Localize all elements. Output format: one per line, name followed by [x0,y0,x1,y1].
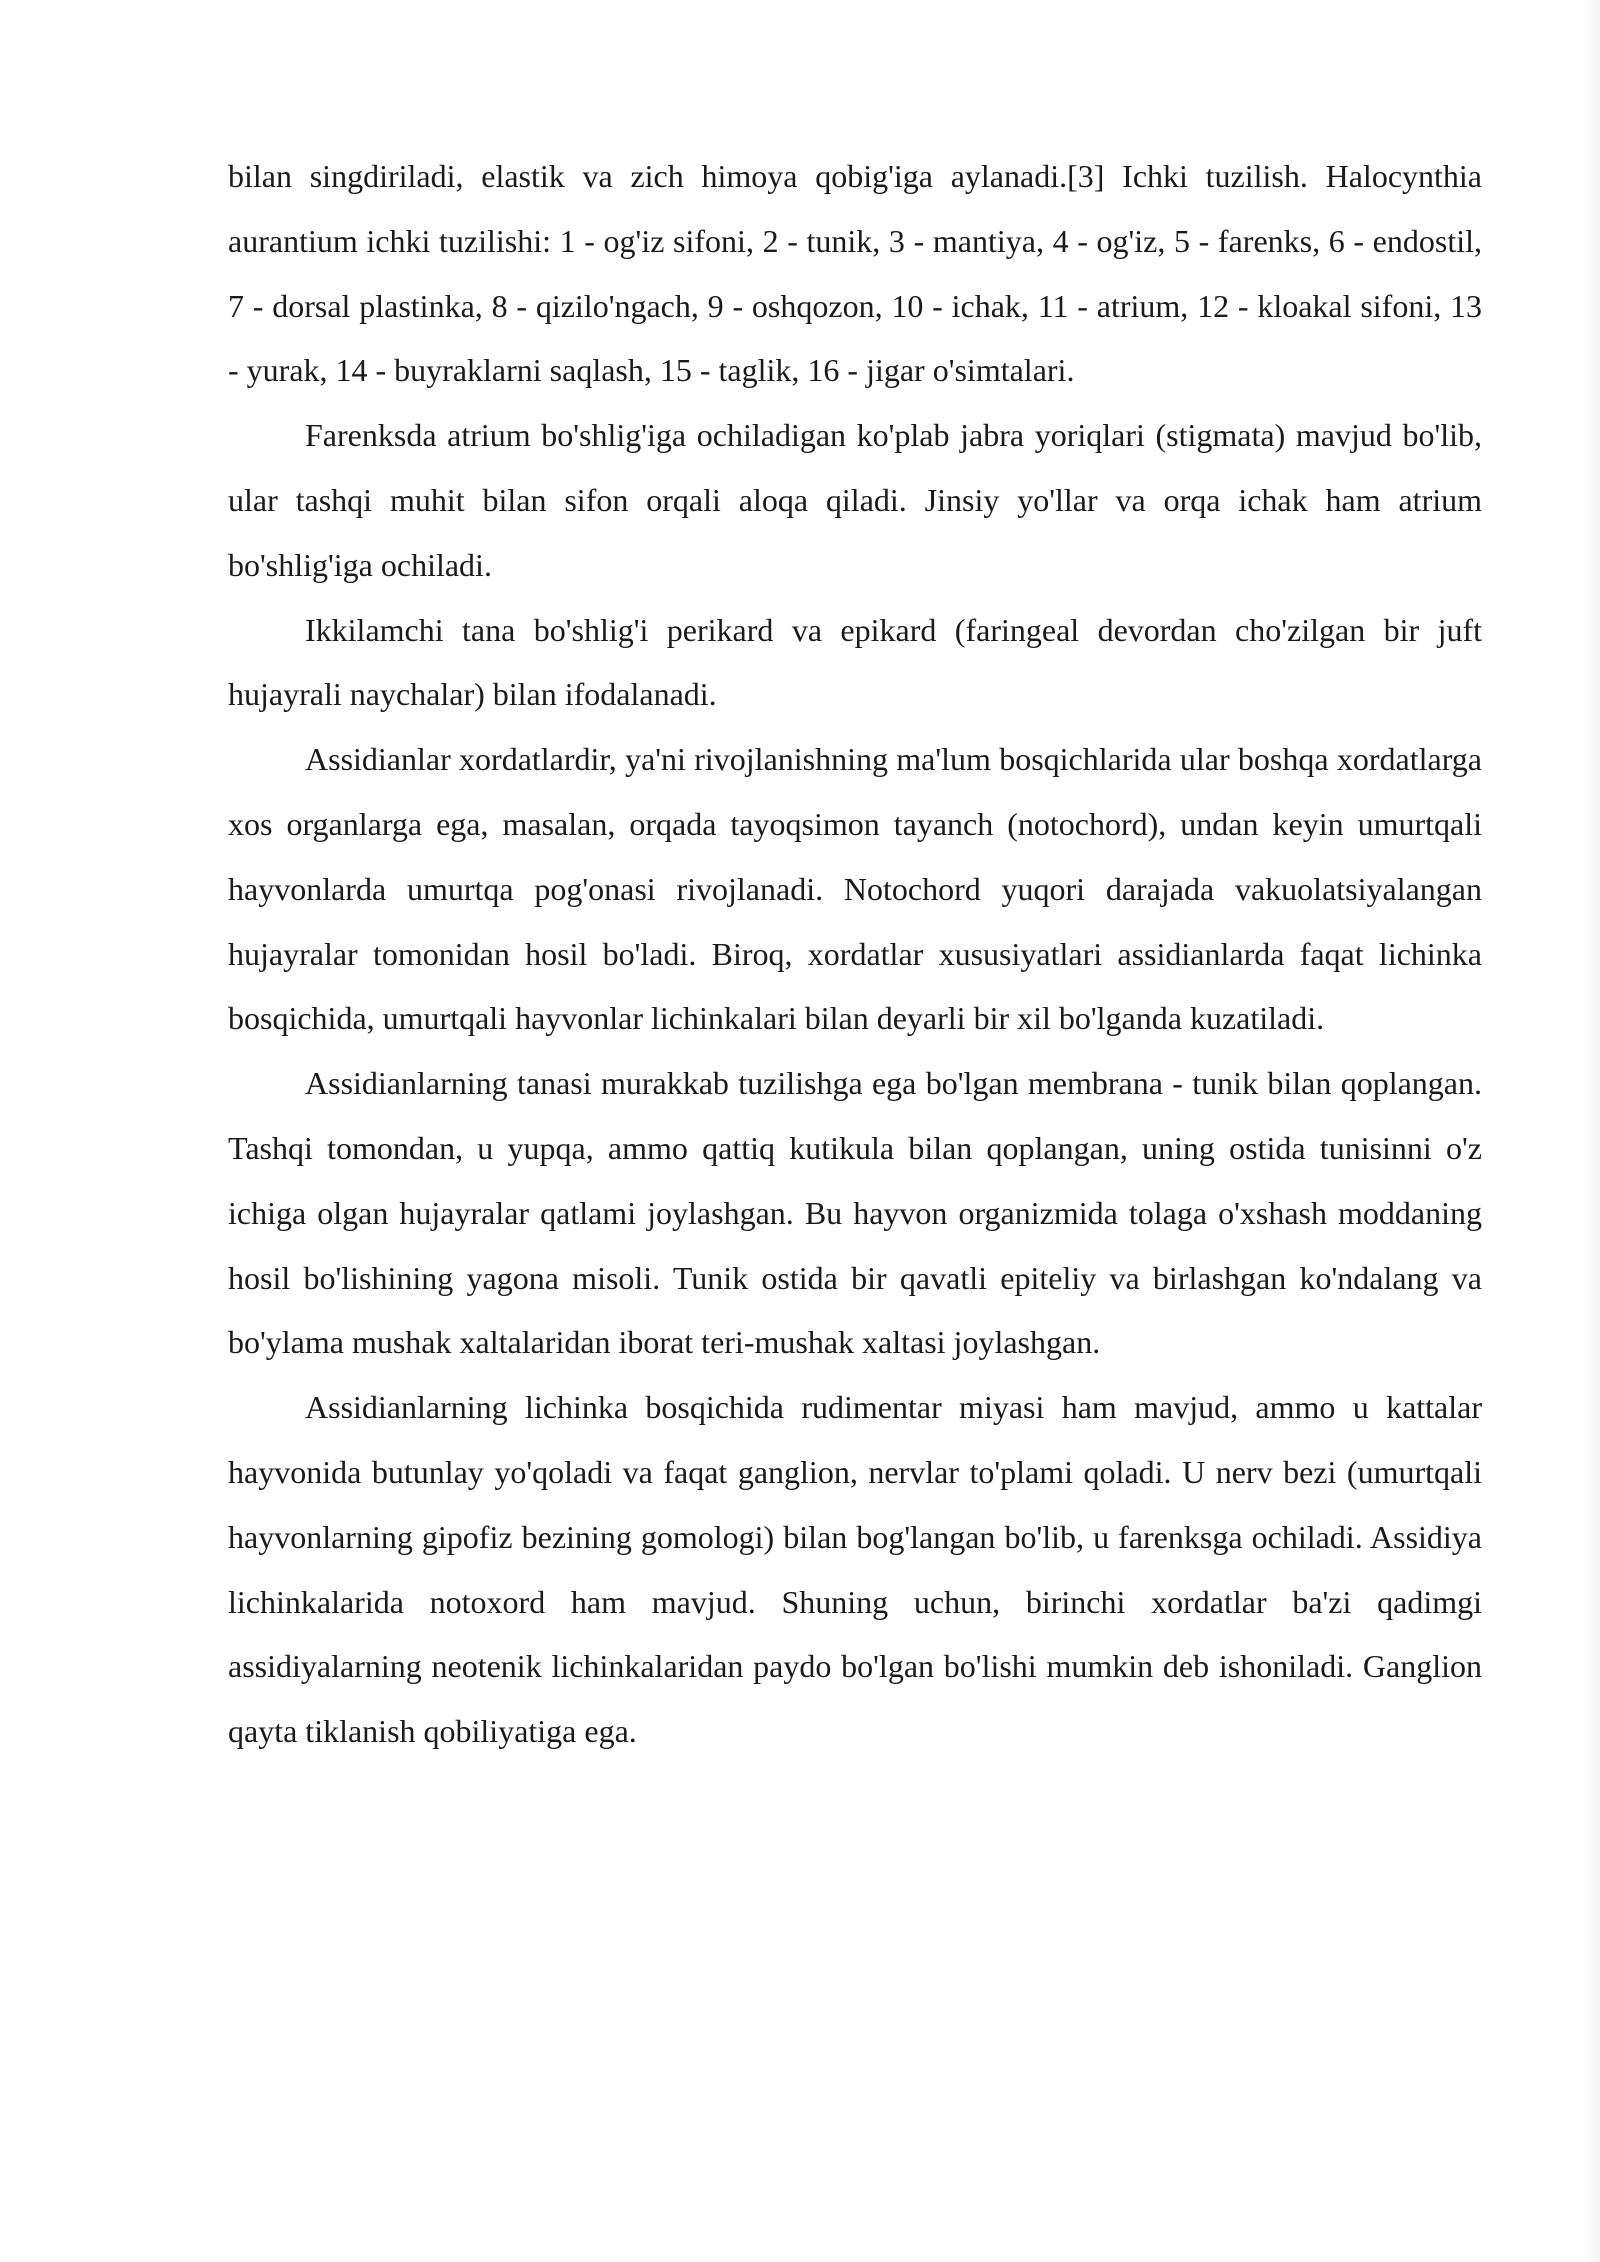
paragraph-5: Assidianlarning tanasi murakkab tuzilishga ega bo'lgan membrana - tunik bilan qoplangan. Tashqi tomondan, u yupqa, ammo qattiq kutikula bilan qoplangan, uning ostida tunisinni o'z ichiga olgan hujayralar qatlami joylashgan. Bu hayvon organizmida tolaga o'xshash moddaning hosil bo'lishining yagona misoli. Tunik ostida bir qavatli epiteliy va birlashgan ko'ndalang va bo'ylama mushak xaltalaridan iborat teri-mushak xaltasi joylashgan. [228,1065,1482,1361]
paragraph-4: Assidianlar xordatlardir, ya'ni rivojlanishning ma'lum bosqichlarida ular boshqa xordatlarga xos organlarga ega, masalan, orqada tayoqsimon tayanch (notochord), undan keyin umurtqali hayvonlarda umurtqa pog'onasi rivojlanadi. Notochord yuqori darajada vakuolatsiyalangan hujayralar tomonidan hosil bo'ladi. Biroq, xordatlar xususiyatlari assidianlarda faqat lichinka bosqichida, umurtqali hayvonlar lichinkalari bilan deyarli bir xil bo'lganda kuzatiladi. [228,741,1482,1037]
body-text [228,144,1482,1764]
paragraph-2: Farenksda atrium bo'shlig'iga ochiladigan ko'plab jabra yoriqlari (stigmata) mavjud bo'lib, ular tashqi muhit bilan sifon orqali aloqa qiladi. Jinsiy yo'llar va orqa ichak ham atrium bo'shlig'iga ochiladi. [228,417,1482,583]
paragraph-1: bilan singdiriladi, elastik va zich himoya qobig'iga aylanadi.[3] Ichki tuzilish. Halocynthia aurantium ichki tuzilishi: 1 - og'iz sifoni, 2 - tunik, 3 - mantiya, 4 - og'iz, 5 - farenks, 6 - endostil, 7 - dorsal plastinka, 8 - qizilo'ngach, 9 - oshqozon, 10 - ichak, 11 - atrium, 12 - kloakal sifoni, 13 - yurak, 14 - buyraklarni saqlash, 15 - taglik, 16 - jigar o'simtalari. [228,158,1482,389]
page-edge-shadow [1582,0,1600,2262]
paragraph-3: Ikkilamchi tana bo'shlig'i perikard va epikard (faringeal devordan cho'zilgan bir juft hujayrali naychalar) bilan ifodalanadi. [228,611,1482,713]
paragraph-6: Assidianlarning lichinka bosqichida rudimentar miyasi ham mavjud, ammo u kattalar hayvonida butunlay yo'qoladi va faqat ganglion, nervlar to'plami qoladi. U nerv bezi (umurtqali hayvonlarning gipofiz bezining gomologi) bilan bog'langan bo'lib, u farenksga ochiladi. Assidiya lichinkalarida notoxord ham mavjud. Shuning uchun, birinchi xordatlar ba'zi qadimgi assidiyalarning neotenik lichinkalaridan paydo bo'lgan bo'lishi mumkin deb ishoniladi. Ganglion qayta tiklanish qobiliyatiga ega. [228,1389,1482,1750]
